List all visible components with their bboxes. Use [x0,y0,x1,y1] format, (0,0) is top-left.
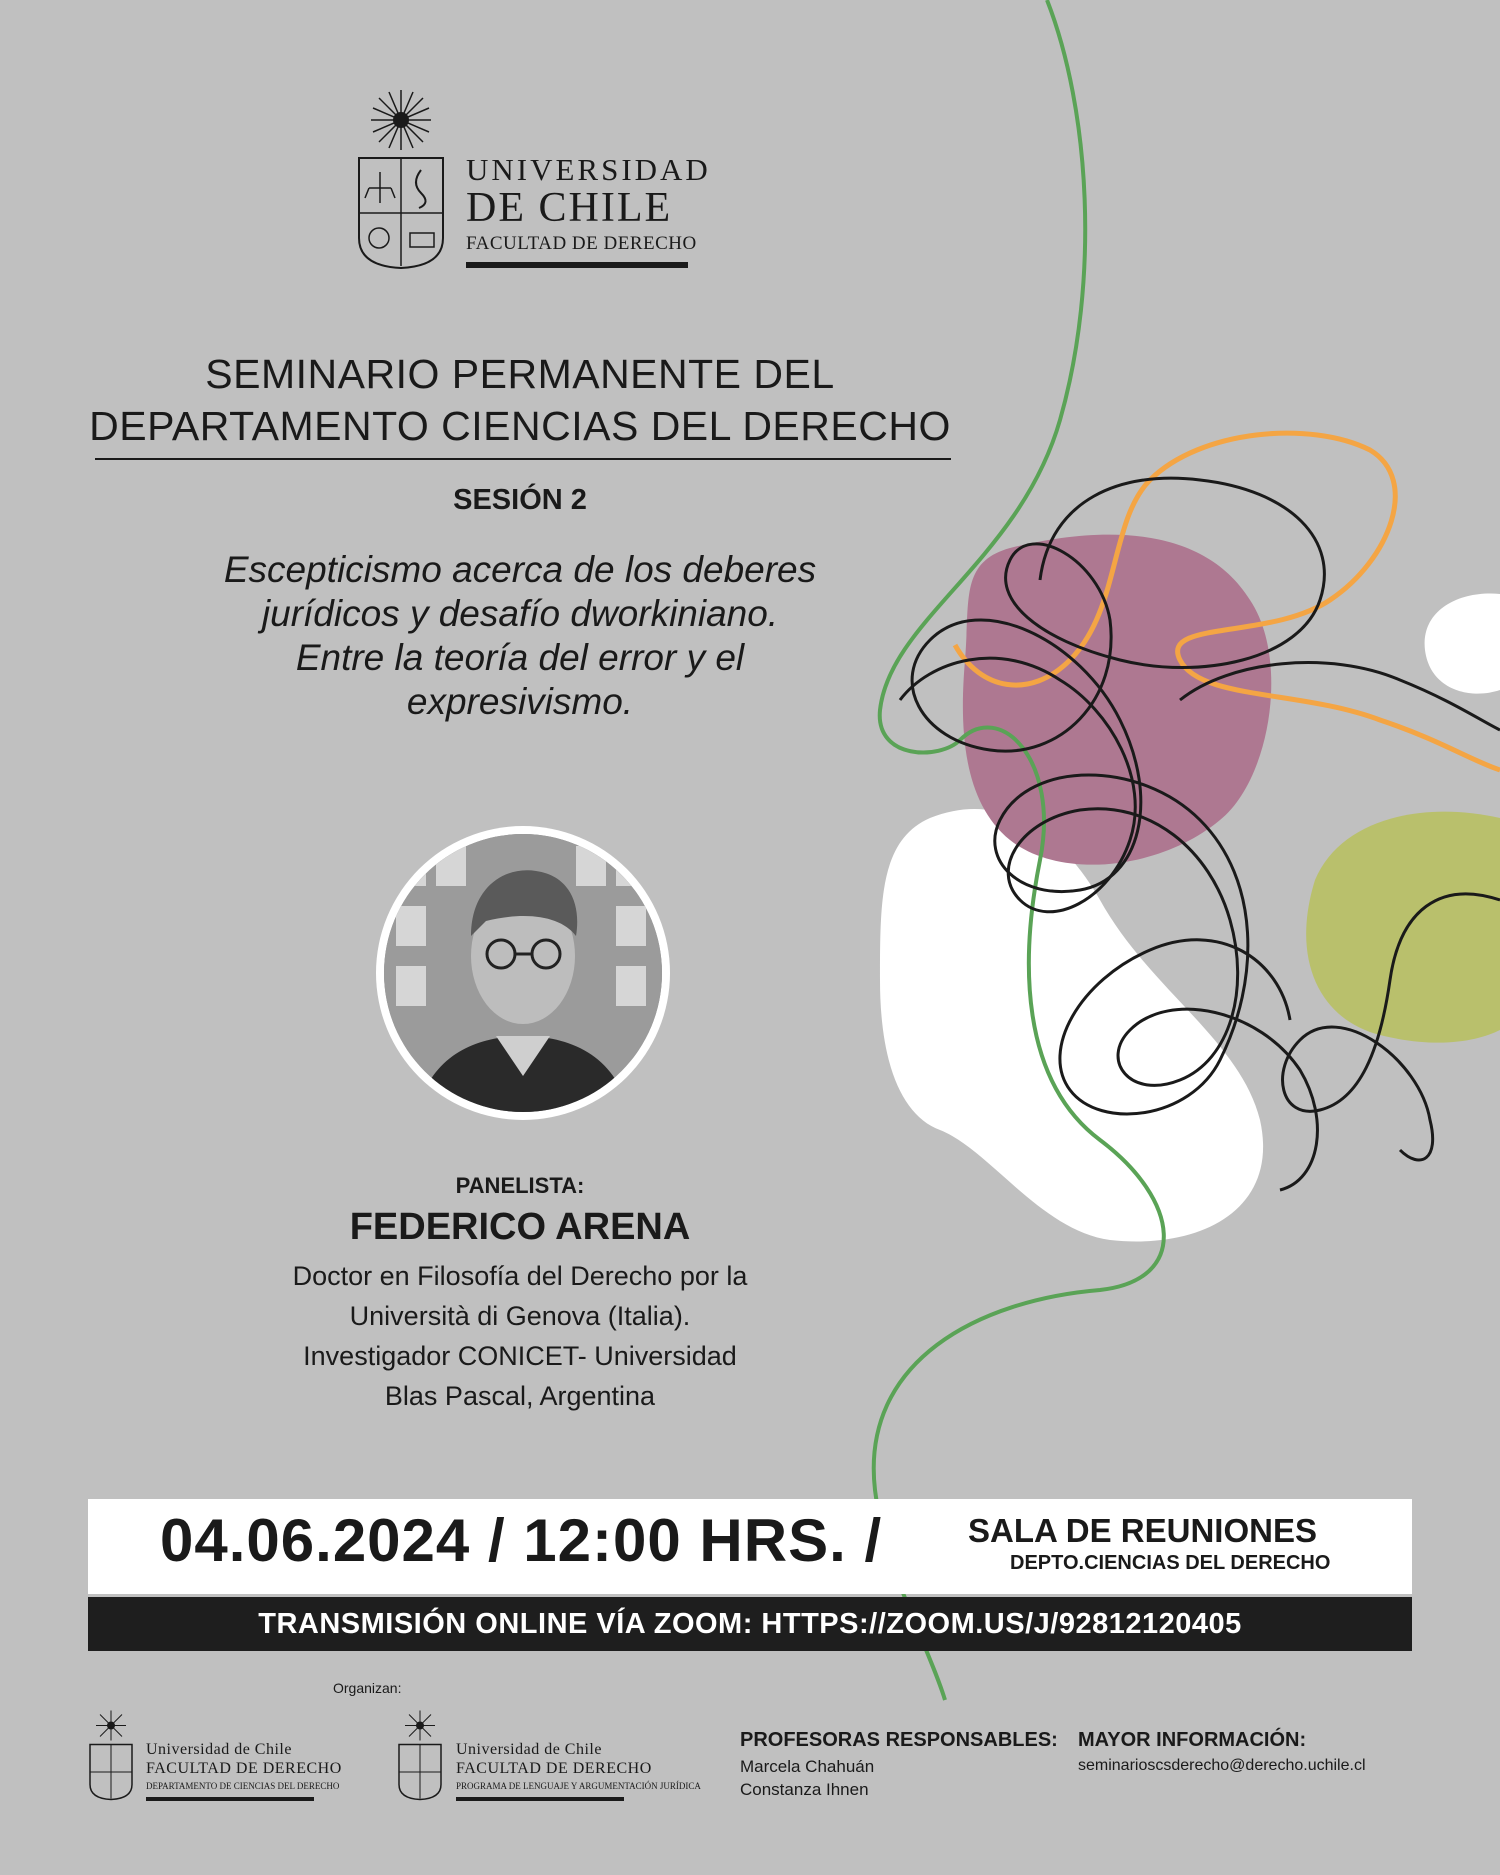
panelist-description [160,1256,880,1416]
session-label: SESIÓN 2 [453,484,587,516]
university-crest-icon [355,88,447,270]
seminar-title-line2: DEPARTAMENTO CIENCIAS DEL DERECHO [89,403,951,449]
panelist-photo [376,826,670,1120]
seminar-title [80,348,960,452]
panelist-name: FEDERICO ARENA [349,1206,691,1248]
org2-line1: Universidad de Chile [456,1741,602,1758]
panelist-desc-line1: Doctor en Filosofía del Derecho por la [292,1261,748,1291]
org1-underline [146,1797,314,1801]
title-divider [95,458,951,460]
responsible-name-2: Constanza Ihnen [740,1780,869,1799]
org2-line2: FACULTAD DE DERECHO [456,1760,652,1777]
purple-blob [963,535,1271,865]
responsible-name-1: Marcela Chahuán [740,1757,875,1776]
panelist-label: PANELISTA: [455,1173,585,1198]
white-blob-large [880,809,1263,1242]
org1-line3: DEPARTAMENTO DE CIENCIAS DEL DERECHO [146,1781,340,1791]
event-venue: SALA DE REUNIONES [968,1512,1317,1549]
responsible-heading: PROFESORAS RESPONSABLES: [740,1729,1058,1751]
info-heading: MAYOR INFORMACIÓN: [1078,1729,1307,1751]
org1-line1: Universidad de Chile [146,1741,292,1758]
org2-crest-icon [397,1708,443,1802]
event-datetime: 04.06.2024 / 12:00 HRS. / [160,1507,883,1574]
seminar-title-line1: SEMINARIO PERMANENTE DEL [205,351,835,397]
panelist-desc-line4: Blas Pascal, Argentina [384,1381,656,1411]
university-name-line2: DE CHILE [466,185,673,231]
org2-line3: PROGRAMA DE LENGUAJE Y ARGUMENTACIÓN JURÍDICA [456,1781,701,1791]
organizers-label: Organizan: [333,1680,402,1696]
org1-line2: FACULTAD DE DERECHO [146,1760,342,1777]
panelist-desc-line3: Investigador CONICET- Universidad [303,1341,737,1371]
info-email[interactable]: seminarioscsderecho@derecho.uchile.cl [1078,1757,1366,1774]
org1-crest-icon [88,1708,134,1802]
event-venue-sub: DEPTO.CIENCIAS DEL DERECHO [1010,1552,1331,1574]
white-blob-right [1425,593,1500,693]
org2-underline [456,1797,624,1801]
olive-blob [1306,812,1500,1043]
topic-line2: jurídicos y desafío dworkiniano. [261,593,779,634]
topic-line4: expresivismo. [406,681,634,722]
topic-line3: Entre la teoría del error y el [295,637,745,678]
faculty-name: FACULTAD DE DERECHO [466,233,697,254]
zoom-link[interactable]: TRANSMISIÓN ONLINE VÍA ZOOM: HTTPS://ZOOM.US/J/92812120405 [88,1597,1412,1651]
topic-title [160,548,880,724]
logo-underline [466,262,688,268]
panelist-desc-line2: Università di Genova (Italia). [349,1301,691,1331]
university-name-line1: UNIVERSIDAD [466,152,711,187]
topic-line1: Escepticismo acerca de los deberes [223,549,817,590]
